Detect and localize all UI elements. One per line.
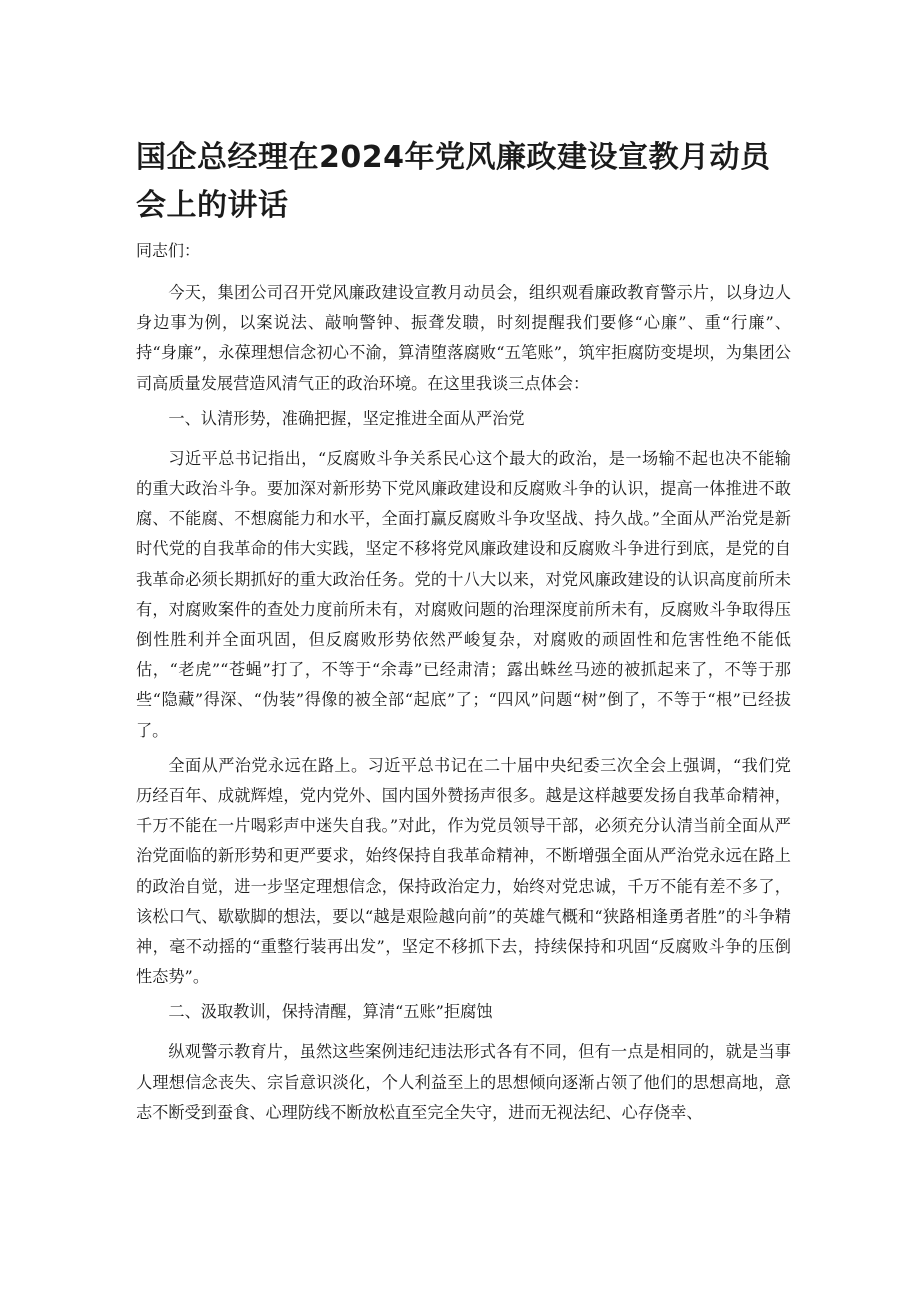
- document-page: [136, 134, 791, 1133]
- section-heading-1: 一、认清形势，准确把握，坚定推进全面从严治党: [168, 408, 525, 428]
- section-heading-2: 二、汲取教训，保持清醒，算清“五账”拒腐蚀: [168, 1002, 493, 1022]
- paragraph-section1-b: 全面从严治党永远在路上。习近平总书记在二十届中央纪委三次全会上强调，“我们党历经百年、成就辉煌，党内党外、国内国外赞扬声很多。越是这样越要发扬自我革命精神，千万不能在一片喝彩声中迷失自我。”对此，作为党员领导干部，必须充分认清当前全面从严治党面临的新形势和更严要求，始终保持自我革命精神，不断增强全面从严治党永远在路上的政治自觉，进一步坚定理想信念，保持政治定力，始终对党忠诚，千万不能有差不多了，该松口气、歇歇脚的想法，要以“越是艰险越向前”的英雄气概和“狭路相逢勇者胜”的斗争精神，毫不动摇的“重整行装再出发”，坚定不移抓下去，持续保持和巩固“反腐败斗争的压倒性态势”。: [136, 755, 791, 987]
- paragraph-intro: 今天，集团公司召开党风廉政建设宣教月动员会，组织观看廉政教育警示片，以身边人身边事为例，以案说法、敲响警钟、振聋发聩，时刻提醒我们要修“心廉”、重“行廉”、持“身廉”，永葆理想信念初心不渝，算清堕落腐败“五笔账”，筑牢拒腐防变堤坝，为集团公司高质量发展营造风清气正的政治环境。在这里我谈三点体会：: [136, 283, 791, 393]
- paragraph-section2-a: 纵观警示教育片，虽然这些案例违纪违法形式各有不同，但有一点是相同的，就是当事人理想信念丧失、宗旨意识淡化，个人利益至上的思想倾向逐渐占领了他们的思想高地，意志不断受到蚕食、心理防线不断放松直至完全失守，进而无视法纪、心存侥幸、: [136, 1042, 791, 1122]
- salutation: 同志们：: [136, 241, 201, 260]
- paragraph-section1-a: 习近平总书记指出，“反腐败斗争关系民心这个最大的政治，是一场输不起也决不能输的重大政治斗争。要加深对新形势下党风廉政建设和反腐败斗争的认识，提高一体推进不敢腐、不能腐、不想腐能力和水平，全面打赢反腐败斗争攻坚战、持久战。”全面从严治党是新时代党的自我革命的伟大实践，坚定不移将党风廉政建设和反腐败斗争进行到底，是党的自我革命必须长期抓好的重大政治任务。党的十八大以来，对党风廉政建设的认识高度前所未有，对腐败案件的查处力度前所未有，对腐败问题的治理深度前所未有，反腐败斗争取得压倒性胜利并全面巩固，但反腐败形势依然严峻复杂，对腐败的顽固性和危害性绝不能低估，“老虎”“苍蝇”打了，不等于“余毒”已经肃清；露出蛛丝马迹的被抓起来了，不等于那些“隐藏”得深、“伪装”得像的被全部“起底”了；“四风”问题“树”倒了，不等于“根”已经拔了。: [136, 448, 791, 740]
- document-title: 国企总经理在2024年党风廉政建设宣教月动员会上的讲话: [136, 140, 771, 223]
